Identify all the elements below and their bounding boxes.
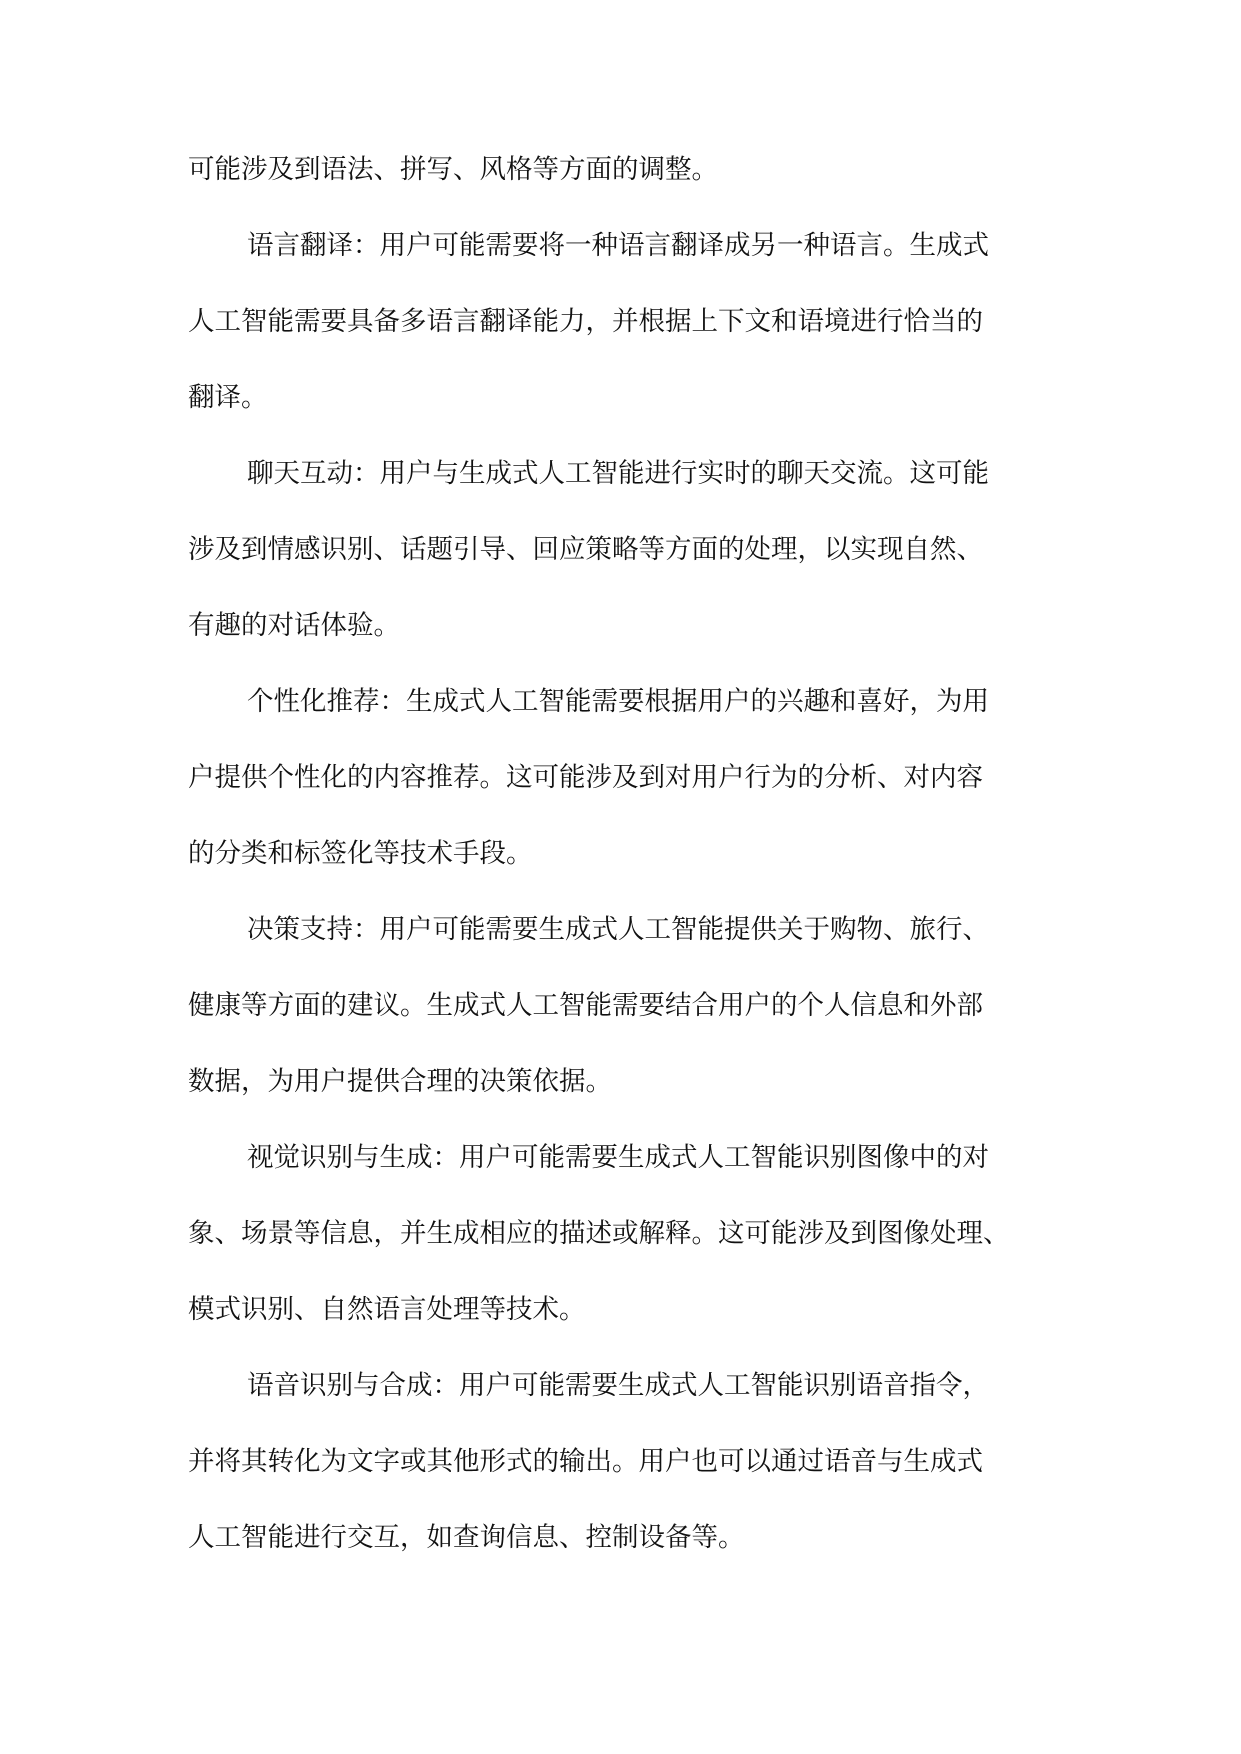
- text-line: 户提供个性化的内容推荐。这可能涉及到对用户行为的分析、对内容: [188, 762, 983, 793]
- text-line: 模式识别、自然语言处理等技术。: [188, 1294, 586, 1325]
- text-line: 象、场景等信息，并生成相应的描述或解释。这可能涉及到图像处理、: [188, 1218, 1010, 1249]
- text-line: 的分类和标签化等技术手段。: [188, 838, 533, 869]
- paragraph-start-line: 语音识别与合成：用户可能需要生成式人工智能识别语音指令，: [247, 1370, 989, 1401]
- text-line: 涉及到情感识别、话题引导、回应策略等方面的处理，以实现自然、: [188, 534, 983, 565]
- paragraph-start-line: 个性化推荐：生成式人工智能需要根据用户的兴趣和喜好，为用: [247, 686, 989, 717]
- paragraph-start-line: 聊天互动：用户与生成式人工智能进行实时的聊天交流。这可能: [247, 458, 989, 489]
- text-line: 人工智能进行交互，如查询信息、控制设备等。: [188, 1522, 745, 1553]
- text-line: 翻译。: [188, 382, 268, 413]
- text-line: 有趣的对话体验。: [188, 610, 400, 641]
- paragraph-start-line: 视觉识别与生成：用户可能需要生成式人工智能识别图像中的对: [247, 1142, 989, 1173]
- text-line: 数据，为用户提供合理的决策依据。: [188, 1066, 612, 1097]
- text-line: 并将其转化为文字或其他形式的输出。用户也可以通过语音与生成式: [188, 1446, 983, 1477]
- paragraph-start-line: 决策支持：用户可能需要生成式人工智能提供关于购物、旅行、: [247, 914, 989, 945]
- paragraph-start-line: 语言翻译：用户可能需要将一种语言翻译成另一种语言。生成式: [247, 230, 989, 261]
- text-line: 可能涉及到语法、拼写、风格等方面的调整。: [188, 154, 718, 185]
- text-line: 人工智能需要具备多语言翻译能力，并根据上下文和语境进行恰当的: [188, 306, 983, 337]
- text-line: 健康等方面的建议。生成式人工智能需要结合用户的个人信息和外部: [188, 990, 983, 1021]
